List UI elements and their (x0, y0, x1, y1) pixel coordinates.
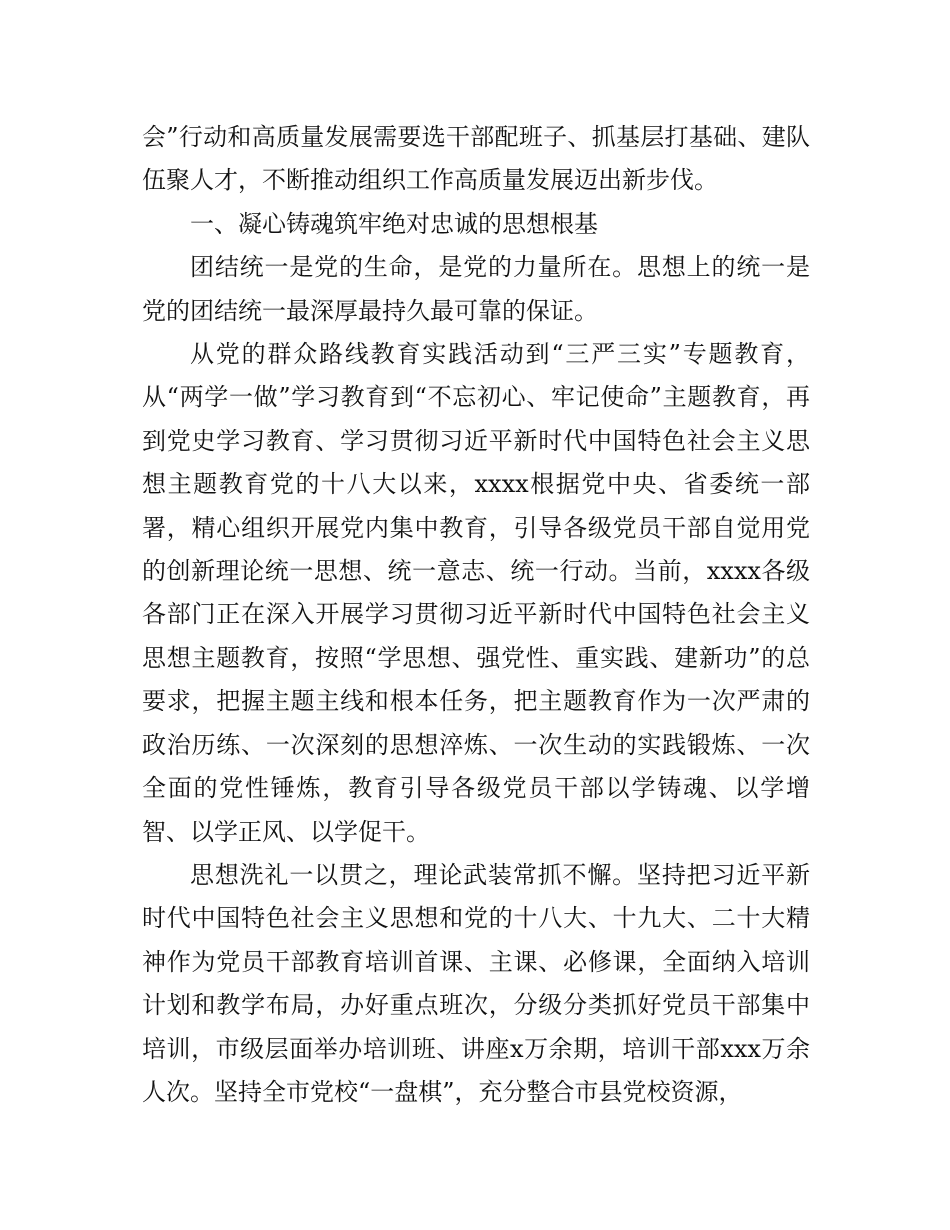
paragraph: 思想洗礼一以贯之，理论武装常抓不懈。坚持把习近平新时代中国特色社会主义思想和党的十八大、十九大、二十大精神作为党员干部教育培训首课、主课、必修课，全面纳入培训计划和教学布局，办好重点班次，分级分类抓好党员干部集中培训，市级层面举办培训班、讲座x万余期，培训干部xxx万余人次。坚持全市党校“一盘棋”，充分整合市县党校资源， (142, 860, 810, 1106)
paragraph: 从党的群众路线教育实践活动到“三严三实”专题教育，从“两学一做”学习教育到“不忘初心、牢记使命”主题教育，再到党史学习教育、学习贯彻习近平新时代中国特色社会主义思想主题教育党的十八大以来，xxxx根据党中央、省委统一部署，精心组织开展党内集中教育，引导各级党员干部自觉用党的创新理论统一思想、统一意志、统一行动。当前，xxxx各级各部门正在深入开展学习贯彻习近平新时代中国特色社会主义思想主题教育，按照“学思想、强党性、重实践、建新功”的总要求，把握主题主线和根本任务，把主题教育作为一次严肃的政治历练、一次深刻的思想淬炼、一次生动的实践锻炼、一次全面的党性锤炼，教育引导各级党员干部以学铸魂、以学增智、以学正风、以学促干。 (142, 340, 810, 846)
paragraph-continuation: 会”行动和高质量发展需要选干部配班子、抓基层打基础、建队伍聚人才，不断推动组织工作高质量发展迈出新步伐。 (142, 123, 810, 195)
section-heading: 一、凝心铸魂筑牢绝对忠诚的思想根基 (190, 209, 598, 238)
document-body (142, 116, 810, 1114)
paragraph: 团结统一是党的生命，是党的力量所在。思想上的统一是党的团结统一最深厚最持久最可靠的保证。 (142, 253, 810, 325)
